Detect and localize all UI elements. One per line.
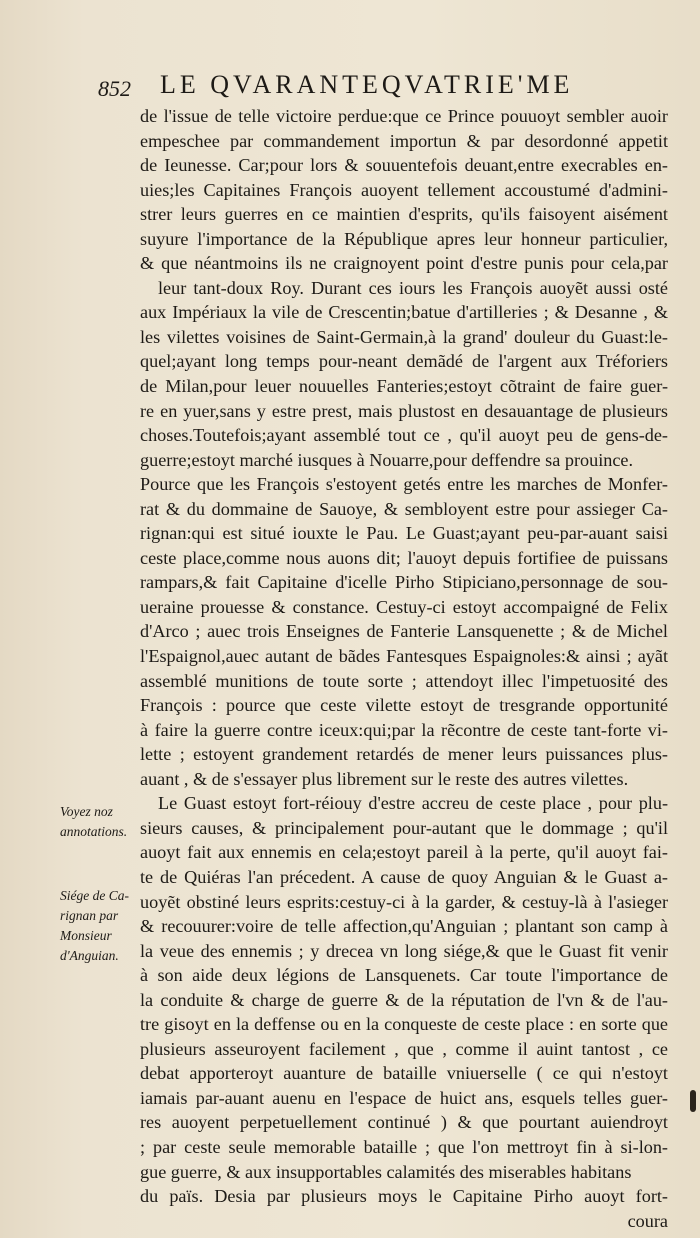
margin-note-line: Voyez noz: [60, 804, 113, 819]
text-line: rignan:qui est situé iouxte le Pau. Le Guast;ayant peu-par-auant saisi: [140, 523, 668, 544]
text-line: rat & du dommaine de Sauoye, & sembloyent estre pour assieger Ca-: [140, 498, 668, 519]
body-text: [140, 104, 668, 1233]
text-line: de l'issue de telle victoire perdue:que ce Prince pouuoyt sembler auoir: [140, 106, 668, 126]
text-line: Pource que les François s'estoyent getés entre les marches de Monfer-: [140, 474, 668, 495]
text-line: ueraine prouesse & constance. Cestuy-ci estoyt accompaigné de Felix: [140, 596, 668, 617]
text-line: François : pource que ceste vilette estoyt de tresgrande opportunité: [140, 695, 668, 716]
folio-number: 852: [98, 76, 131, 101]
margin-note-siege: [60, 886, 140, 966]
text-line: aux Impériaux la vile de Crescentin;batue d'artilleries ; & Desanne , &: [140, 302, 668, 323]
text-line: uoyẽt obstiné leurs esprits:cestuy-ci à la garder, & cestuy-là à l'asieger: [140, 891, 668, 912]
text-line: sieurs causes, & principalement pour-autant que le dommage ; qu'il: [140, 817, 668, 838]
text-line: ceste place,comme nous auons dit; l'auoyt depuis fortifiee de puissans: [140, 547, 668, 568]
margin-note-line: annotations.: [60, 824, 128, 839]
text-line: debat apporteroyt auanture de bataille vniuerselle ( ce qui n'estoyt: [140, 1063, 668, 1084]
text-line: guerre;estoyt marché iusques à Nouarre,pour deffendre sa prouince.: [140, 449, 634, 470]
text-line: uies;les Capitaines François auoyent tellement accoustumé d'admini-: [140, 179, 668, 200]
text-line: & recouurer:voire de telle affection,qu'Anguian ; plantant son camp à: [140, 916, 668, 937]
text-line: la conduite & charge de guerre & de la réputation de l'vn & de l'au-: [140, 989, 668, 1010]
text-line: & que néantmoins ils ne craignoyent point d'estre punis pour cela,par: [140, 253, 668, 274]
text-line: res auoyent perpetuellement continué ) & que pourtant auiendroyt: [140, 1112, 668, 1133]
running-title: LE QVARANTEQVATRIE'ME: [160, 70, 574, 99]
margin-note-line: rignan par: [60, 908, 119, 923]
text-line: de Milan,pour leuer nouuelles Fanteries;estoyt cõtraint de faire guer-: [140, 376, 668, 397]
text-line: strer leurs guerres en ce maintien d'esprits, qu'ils faisoyent aisément: [140, 204, 668, 225]
catchword: coura: [627, 1210, 668, 1231]
page-edge-mark: [690, 1090, 696, 1112]
text-line: de Ieunesse. Car;pour lors & souuentefois deuant,entre execrables en-: [140, 155, 668, 176]
text-line: à faire la guerre contre iceux:qui;par la rẽcontre de ceste tant-forte vi-: [140, 719, 668, 740]
text-line: iamais par-auant auenu en l'espace de huict ans, esquels telles guer-: [140, 1087, 668, 1108]
text-line: gue guerre, & aux insupportables calamités des miserables habitans: [140, 1161, 632, 1182]
text-line: auant , & de s'essayer plus librement sur le reste des autres vilettes.: [140, 768, 629, 789]
text-line: à son aide deux légions de Lansquenets. Car toute l'importance de: [140, 965, 668, 986]
text-line: lette ; estoyent grandement retardés de mener leurs puissances plus-: [140, 744, 668, 765]
text-line: quel;ayant long temps pour-neant demãdé de l'argent aux Tréforiers: [140, 351, 668, 372]
text-line: plusieurs asseuroyent facilement , que , comme il auint tantost , ce: [140, 1038, 668, 1059]
text-line: tre gisoyt en la deffense ou en la conqueste de ceste place : en sorte que: [140, 1014, 668, 1035]
text-line: la veue des ennemis ; y drecea vn long siége,& que le Guast fit venir: [140, 940, 668, 961]
text-line: Le Guast estoyt fort-réiouy d'estre accreu de ceste place , pour plu-: [158, 793, 668, 814]
text-line: les vilettes voisines de Saint-Germain,à la grand' douleur du Guast:le-: [140, 326, 668, 347]
text-line: ; par ceste seule memorable bataille ; que l'on mettroyt fin à si-lon-: [140, 1136, 668, 1157]
text-line: re en yuer,sans y estre prest, mais plustost en desauantage de plusieurs: [140, 400, 668, 421]
text-line: empeschee par commandement importun & par desordonné appetit: [140, 130, 668, 151]
text-line: d'Arco ; auec trois Enseignes de Fanterie Lansquenette ; & de Michel: [140, 621, 668, 642]
text-line: assemblé munitions de toute sorte ; attendoyt illec l'impetuosité des: [140, 670, 668, 691]
page-header: [98, 70, 678, 106]
margin-note-line: Siége de Ca-: [60, 888, 129, 903]
text-line: suyure l'importance de la République apres leur honneur particulier,: [140, 228, 668, 249]
margin-note-line: d'Anguian.: [60, 948, 119, 963]
text-line: rampars,& fait Capitaine d'icelle Pirho Stipiciano,personnage de sou-: [140, 572, 668, 593]
text-line: du païs. Desia par plusieurs moys le Capitaine Pirho auoyt fort-: [140, 1186, 668, 1207]
text-line: l'Espaignol,auec autant de bãdes Fantesques Espaignoles:& ainsi ; ayãt: [140, 646, 668, 667]
text-line: te de Quiéras l'an précedent. A cause de quoy Anguian & le Guast a-: [140, 866, 668, 887]
text-line: leur tant-doux Roy. Durant ces iours les François auoyẽt aussi osté: [158, 277, 668, 298]
margin-note-line: Monsieur: [60, 928, 112, 943]
margin-note-annotations: [60, 802, 140, 842]
text-line: auoyt fait aux ennemis en cela;estoyt pareil à la perte, qu'il auoyt fai-: [140, 842, 668, 863]
text-line: choses.Toutefois;ayant assemblé tout ce , qu'il auoyt peu de gens-de-: [140, 425, 668, 446]
